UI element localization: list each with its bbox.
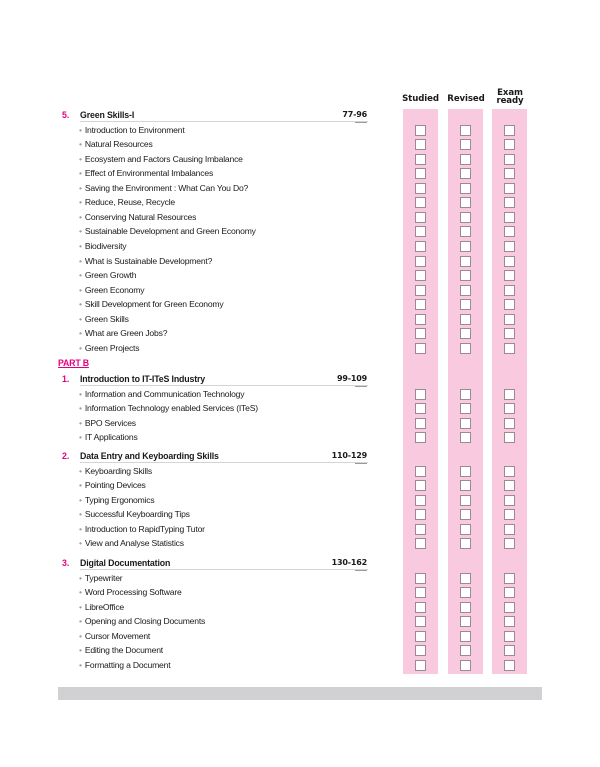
exam-ready-checkbox[interactable] (504, 403, 515, 414)
topic-row (0, 508, 600, 522)
studied-checkbox[interactable] (415, 645, 426, 656)
bullet-icon: • (79, 226, 82, 237)
revised-checkbox[interactable] (460, 403, 471, 414)
chapter-title: Green Skills-I (80, 110, 135, 120)
studied-checkbox[interactable] (415, 256, 426, 267)
bullet-icon: • (79, 313, 82, 324)
topic-item (79, 240, 126, 252)
exam-ready-checkbox[interactable] (504, 645, 515, 656)
revised-checkbox[interactable] (460, 314, 471, 325)
studied-checkbox[interactable] (415, 285, 426, 296)
chapter-underline (80, 569, 368, 570)
topic-item (79, 644, 163, 656)
exam-ready-checkbox[interactable] (504, 509, 515, 520)
topic-item (79, 284, 144, 296)
topic-label: Ecosystem and Factors Causing Imbalance (84, 153, 243, 164)
topic-label: Conserving Natural Resources (84, 211, 197, 222)
bullet-icon: • (79, 255, 82, 266)
exam-ready-checkbox[interactable] (504, 212, 515, 223)
topic-label: Typing Ergonomics (84, 494, 155, 505)
topic-label: Successful Keyboarding Tips (84, 509, 190, 520)
topic-row (0, 313, 600, 327)
exam-ready-checkbox[interactable] (504, 285, 515, 296)
revised-checkbox[interactable] (460, 660, 471, 671)
topic-row (0, 124, 600, 138)
chapter-underline (80, 385, 368, 386)
bullet-icon: • (79, 197, 82, 208)
topic-row (0, 211, 600, 225)
studied-checkbox[interactable] (415, 587, 426, 598)
topic-label: Information and Communication Technology (84, 388, 245, 399)
exam-ready-checkbox[interactable] (504, 495, 515, 506)
studied-checkbox[interactable] (415, 573, 426, 584)
revised-checkbox[interactable] (460, 299, 471, 310)
studied-checkbox[interactable] (415, 524, 426, 535)
topic-row (0, 225, 600, 239)
topic-label: What are Green Jobs? (84, 328, 168, 339)
bullet-icon: • (79, 659, 82, 670)
topic-item (79, 479, 146, 491)
exam-ready-checkbox[interactable] (504, 256, 515, 267)
chapter-title: Introduction to IT-ITeS Industry (80, 374, 206, 384)
revised-checkbox[interactable] (460, 197, 471, 208)
exam-ready-checkbox[interactable] (504, 660, 515, 671)
topic-label: Pointing Devices (84, 480, 146, 491)
exam-ready-checkbox[interactable] (504, 183, 515, 194)
column-header-exam-ready (490, 89, 530, 105)
topic-label: Biodiversity (84, 241, 127, 251)
exam-ready-checkbox[interactable] (504, 125, 515, 136)
exam-ready-checkbox[interactable] (504, 226, 515, 237)
topic-row (0, 153, 600, 167)
part-header (0, 357, 600, 371)
topic-item (79, 417, 136, 429)
topic-row (0, 494, 600, 508)
topic-item (79, 601, 124, 613)
topic-row (0, 298, 600, 312)
chapter-title: Digital Documentation (80, 558, 171, 568)
chapter-number: 3. (62, 558, 70, 568)
studied-checkbox[interactable] (415, 631, 426, 642)
topic-row (0, 388, 600, 402)
revised-checkbox[interactable] (460, 125, 471, 136)
bullet-icon: • (79, 616, 82, 627)
exam-ready-checkbox[interactable] (504, 241, 515, 252)
topic-item (79, 586, 182, 598)
exam-ready-checkbox[interactable] (504, 466, 515, 477)
revised-checkbox[interactable] (460, 226, 471, 237)
studied-checkbox[interactable] (415, 616, 426, 627)
topic-row (0, 138, 600, 152)
bullet-icon: • (79, 509, 82, 520)
topic-row (0, 402, 600, 416)
topic-row (0, 479, 600, 493)
topic-label: Skill Development for Green Economy (84, 299, 224, 310)
bullet-icon: • (79, 182, 82, 193)
studied-checkbox[interactable] (415, 241, 426, 252)
exam-ready-checkbox[interactable] (504, 168, 515, 179)
part-label: PART B (58, 358, 89, 368)
exam-ready-checkbox[interactable] (504, 328, 515, 339)
topic-label: Typewriter (84, 572, 123, 583)
bullet-icon: • (79, 645, 82, 656)
revised-checkbox[interactable] (460, 328, 471, 339)
topic-label: IT Applications (84, 432, 138, 443)
topic-row (0, 240, 600, 254)
topic-row (0, 284, 600, 298)
topic-item (79, 225, 256, 237)
topic-item (79, 313, 129, 325)
topic-row (0, 431, 600, 445)
bullet-icon: • (79, 465, 82, 476)
column-header-exam-ready-line1: Exam (497, 88, 523, 98)
revised-checkbox[interactable] (460, 212, 471, 223)
studied-checkbox[interactable] (415, 314, 426, 325)
bullet-icon: • (79, 211, 82, 222)
revised-checkbox[interactable] (460, 602, 471, 613)
bullet-icon: • (79, 328, 82, 339)
chapter-header (0, 450, 600, 464)
topic-label: Formatting a Document (84, 659, 171, 670)
topic-row (0, 630, 600, 644)
chapter-number: 5. (62, 110, 70, 120)
bullet-icon: • (79, 284, 82, 295)
topic-label: Word Processing Software (84, 587, 182, 598)
topic-row (0, 196, 600, 210)
topic-label: Keyboarding Skills (84, 465, 152, 476)
bullet-icon: • (79, 168, 82, 179)
exam-ready-checkbox[interactable] (504, 139, 515, 150)
revised-checkbox[interactable] (460, 418, 471, 429)
revised-checkbox[interactable] (460, 538, 471, 549)
revised-checkbox[interactable] (460, 495, 471, 506)
studied-checkbox[interactable] (415, 480, 426, 491)
exam-ready-checkbox[interactable] (504, 524, 515, 535)
topic-label: Reduce, Reuse, Recycle (84, 197, 175, 208)
chapter-number: 1. (62, 374, 70, 384)
topic-item (79, 298, 224, 310)
chapter-page-range: 130-162 (331, 558, 367, 567)
bullet-icon: • (79, 153, 82, 164)
exam-ready-checkbox[interactable] (504, 343, 515, 354)
revised-checkbox[interactable] (460, 573, 471, 584)
studied-checkbox[interactable] (415, 139, 426, 150)
topic-label: Green Skills (84, 313, 129, 324)
bullet-icon: • (79, 241, 82, 251)
topic-label: Saving the Environment : What Can You Do? (84, 182, 249, 193)
topic-label: Information Technology enabled Services (ITeS) (84, 403, 258, 414)
topic-label: Green Projects (84, 342, 140, 353)
bullet-icon: • (79, 494, 82, 505)
topic-label: Green Growth (84, 270, 137, 281)
topic-label: Editing the Document (84, 645, 163, 656)
bullet-icon: • (79, 523, 82, 534)
revised-checkbox[interactable] (460, 616, 471, 627)
topic-item (79, 508, 190, 520)
topic-item (79, 465, 152, 477)
chapter-header (0, 557, 600, 571)
bullet-icon: • (79, 124, 82, 135)
column-header-exam-ready-line2: ready (496, 96, 524, 106)
studied-checkbox[interactable] (415, 389, 426, 400)
topic-label: Introduction to Environment (84, 124, 185, 135)
topic-item (79, 572, 122, 584)
chapter-header (0, 109, 600, 123)
exam-ready-checkbox[interactable] (504, 432, 515, 443)
topic-row (0, 167, 600, 181)
exam-ready-checkbox[interactable] (504, 602, 515, 613)
topic-label: Introduction to RapidTyping Tutor (84, 523, 205, 534)
revised-checkbox[interactable] (460, 183, 471, 194)
studied-checkbox[interactable] (415, 299, 426, 310)
bullet-icon: • (79, 587, 82, 598)
topic-label: BPO Services (84, 417, 136, 428)
chapter-header (0, 373, 600, 387)
revised-checkbox[interactable] (460, 466, 471, 477)
topic-row (0, 417, 600, 431)
exam-ready-checkbox[interactable] (504, 314, 515, 325)
revised-checkbox[interactable] (460, 256, 471, 267)
bullet-icon: • (79, 538, 82, 549)
footer-bar (58, 687, 542, 700)
chapter-page-range: 110-129 (331, 451, 367, 460)
revised-checkbox[interactable] (460, 270, 471, 281)
bullet-icon: • (79, 403, 82, 414)
topic-item (79, 615, 205, 627)
chapter-number: 2. (62, 451, 70, 461)
exam-ready-checkbox[interactable] (504, 616, 515, 627)
topic-row (0, 586, 600, 600)
revised-checkbox[interactable] (460, 343, 471, 354)
topic-item (79, 630, 150, 642)
revised-checkbox[interactable] (460, 168, 471, 179)
studied-checkbox[interactable] (415, 418, 426, 429)
column-header-studied: Studied (402, 94, 439, 104)
topic-item (79, 402, 258, 414)
studied-checkbox[interactable] (415, 125, 426, 136)
topic-row (0, 465, 600, 479)
studied-checkbox[interactable] (415, 270, 426, 281)
bullet-icon: • (79, 388, 82, 399)
exam-ready-checkbox[interactable] (504, 270, 515, 281)
topic-label: Effect of Environmental Imbalances (84, 168, 214, 179)
topic-item (79, 659, 170, 671)
chapter-page-range: 99-109 (337, 374, 367, 383)
studied-checkbox[interactable] (415, 602, 426, 613)
studied-checkbox[interactable] (415, 226, 426, 237)
studied-checkbox[interactable] (415, 538, 426, 549)
topic-row (0, 659, 600, 673)
topic-label: Opening and Closing Documents (84, 616, 206, 627)
studied-checkbox[interactable] (415, 343, 426, 354)
exam-ready-checkbox[interactable] (504, 631, 515, 642)
topic-row (0, 572, 600, 586)
chapter-underline (80, 121, 368, 122)
topic-label: LibreOffice (84, 601, 125, 612)
studied-checkbox[interactable] (415, 197, 426, 208)
exam-ready-checkbox[interactable] (504, 480, 515, 491)
topic-row (0, 327, 600, 341)
bullet-icon: • (79, 270, 82, 281)
revised-checkbox[interactable] (460, 631, 471, 642)
topic-label: Natural Resources (84, 139, 153, 150)
studied-checkbox[interactable] (415, 328, 426, 339)
topic-item (79, 153, 243, 165)
topic-item (79, 494, 155, 506)
topic-item (79, 211, 196, 223)
studied-checkbox[interactable] (415, 403, 426, 414)
revised-checkbox[interactable] (460, 645, 471, 656)
topic-row (0, 182, 600, 196)
topic-item (79, 269, 136, 281)
column-header-revised: Revised (447, 94, 485, 104)
topic-row (0, 601, 600, 615)
topic-item (79, 196, 175, 208)
exam-ready-checkbox[interactable] (504, 389, 515, 400)
topic-row (0, 644, 600, 658)
topic-item (79, 342, 139, 354)
revised-checkbox[interactable] (460, 587, 471, 598)
topic-row (0, 537, 600, 551)
chapter-title: Data Entry and Keyboarding Skills (80, 451, 219, 461)
revised-checkbox[interactable] (460, 389, 471, 400)
topic-item (79, 167, 213, 179)
topic-label: Green Economy (84, 284, 145, 295)
exam-ready-checkbox[interactable] (504, 154, 515, 165)
exam-ready-checkbox[interactable] (504, 587, 515, 598)
exam-ready-checkbox[interactable] (504, 538, 515, 549)
topic-row (0, 615, 600, 629)
revised-checkbox[interactable] (460, 524, 471, 535)
studied-checkbox[interactable] (415, 432, 426, 443)
studied-checkbox[interactable] (415, 495, 426, 506)
studied-checkbox[interactable] (415, 183, 426, 194)
bullet-icon: • (79, 139, 82, 150)
topic-label: What is Sustainable Development? (84, 255, 213, 266)
studied-checkbox[interactable] (415, 466, 426, 477)
topic-row (0, 342, 600, 356)
revised-checkbox[interactable] (460, 480, 471, 491)
studied-checkbox[interactable] (415, 168, 426, 179)
exam-ready-checkbox[interactable] (504, 299, 515, 310)
topic-item (79, 124, 185, 136)
topic-label: View and Analyse Statistics (84, 538, 184, 549)
studied-checkbox[interactable] (415, 212, 426, 223)
topic-item (79, 327, 167, 339)
topic-item (79, 537, 184, 549)
topic-item (79, 255, 212, 267)
chapter-page-range: 77-96 (342, 110, 367, 119)
bullet-icon: • (79, 299, 82, 310)
topic-item (79, 138, 153, 150)
topic-item (79, 431, 138, 443)
revised-checkbox[interactable] (460, 241, 471, 252)
studied-checkbox[interactable] (415, 660, 426, 671)
studied-checkbox[interactable] (415, 509, 426, 520)
revised-checkbox[interactable] (460, 154, 471, 165)
bullet-icon: • (79, 480, 82, 491)
topic-row (0, 523, 600, 537)
exam-ready-checkbox[interactable] (504, 418, 515, 429)
bullet-icon: • (79, 630, 82, 641)
exam-ready-checkbox[interactable] (504, 573, 515, 584)
bullet-icon: • (79, 342, 82, 353)
topic-item (79, 388, 244, 400)
exam-ready-checkbox[interactable] (504, 197, 515, 208)
studied-checkbox[interactable] (415, 154, 426, 165)
topic-item (79, 182, 248, 194)
revised-checkbox[interactable] (460, 509, 471, 520)
topic-label: Cursor Movement (84, 630, 151, 641)
chapter-underline (80, 462, 368, 463)
revised-checkbox[interactable] (460, 285, 471, 296)
bullet-icon: • (79, 572, 82, 583)
bullet-icon: • (79, 432, 82, 443)
topic-item (79, 523, 205, 535)
bullet-icon: • (79, 417, 82, 428)
revised-checkbox[interactable] (460, 139, 471, 150)
bullet-icon: • (79, 601, 82, 612)
revised-checkbox[interactable] (460, 432, 471, 443)
topic-row (0, 255, 600, 269)
topic-label: Sustainable Development and Green Economy (84, 226, 256, 237)
topic-row (0, 269, 600, 283)
